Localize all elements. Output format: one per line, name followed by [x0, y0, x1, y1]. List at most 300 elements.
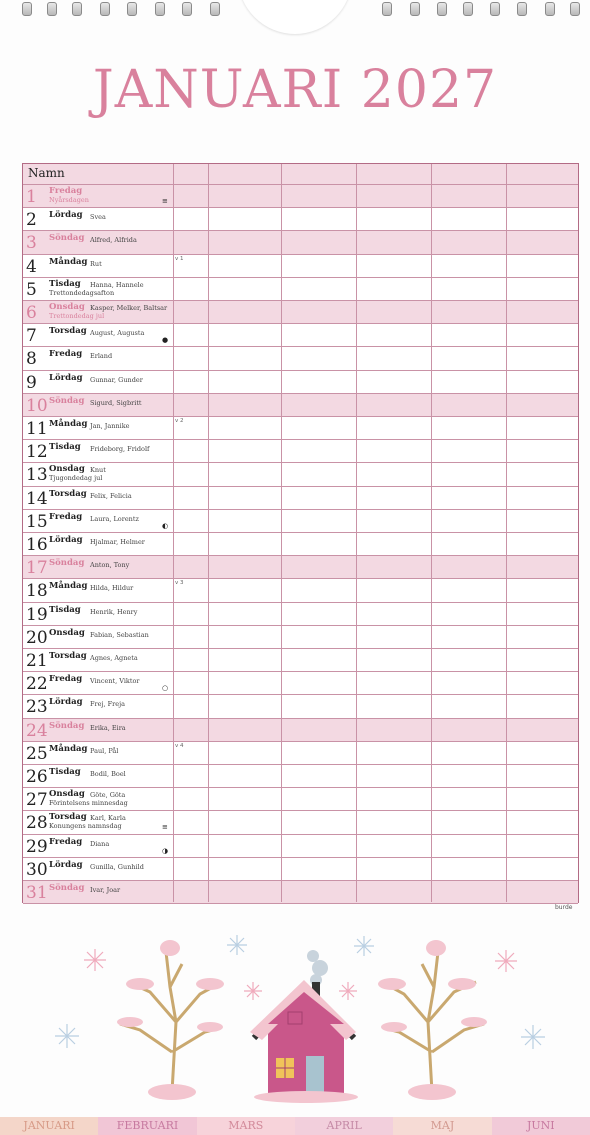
entry-cell[interactable]	[506, 347, 578, 369]
entry-cell[interactable]	[356, 417, 431, 439]
entry-cell[interactable]	[173, 556, 208, 578]
entry-cell[interactable]	[356, 881, 431, 903]
day-number: 1	[26, 187, 37, 207]
binding-ring	[410, 2, 420, 16]
entry-cell[interactable]	[173, 394, 208, 416]
binding-ring	[463, 2, 473, 16]
entry-cell[interactable]	[173, 440, 208, 462]
day-number: 25	[26, 743, 48, 764]
day-row	[23, 208, 578, 231]
entry-cell[interactable]	[208, 603, 281, 625]
entry-cell[interactable]	[281, 208, 356, 230]
entry-cell[interactable]	[281, 719, 356, 741]
weekday-name: Fredag	[49, 186, 83, 196]
name-day-names: Felix, Felicia	[90, 491, 132, 500]
name-day-names: Sigurd, Sigbritt	[90, 398, 142, 407]
entry-cell[interactable]	[356, 394, 431, 416]
day-row	[23, 858, 578, 881]
entry-cell[interactable]	[506, 556, 578, 578]
entry-cell[interactable]	[506, 835, 578, 857]
entry-cell[interactable]	[356, 649, 431, 671]
binding-ring	[490, 2, 500, 16]
entry-cell[interactable]	[173, 463, 208, 485]
name-day-names: Laura, Lorentz	[90, 514, 139, 523]
entry-cell[interactable]	[356, 371, 431, 393]
weekday-name: Tisdag	[49, 604, 81, 615]
entry-cell[interactable]	[281, 626, 356, 648]
weekday-name: Fredag	[49, 674, 83, 685]
day-number: 2	[26, 210, 37, 231]
entry-cell[interactable]	[208, 788, 281, 810]
entry-cell[interactable]	[173, 626, 208, 648]
entry-cell[interactable]	[281, 788, 356, 810]
entry-cell[interactable]	[173, 208, 208, 230]
entry-cell[interactable]	[506, 185, 578, 207]
entry-cell[interactable]	[208, 672, 281, 694]
name-day-names: Fabian, Sebastian	[90, 630, 149, 639]
entry-cell[interactable]	[281, 255, 356, 277]
entry-cell[interactable]	[208, 440, 281, 462]
entry-cell[interactable]	[173, 858, 208, 880]
entry-cell[interactable]	[431, 579, 506, 601]
entry-cell[interactable]	[356, 603, 431, 625]
binding-ring	[382, 2, 392, 16]
name-day-names: Frideborg, Fridolf	[90, 445, 150, 454]
entry-cell[interactable]	[431, 649, 506, 671]
entry-cell[interactable]	[281, 811, 356, 833]
day-row	[23, 626, 578, 649]
entry-cell[interactable]	[506, 301, 578, 323]
entry-cell[interactable]	[173, 533, 208, 555]
name-day-names: Knut	[90, 466, 106, 475]
entry-cell[interactable]	[506, 695, 578, 717]
entry-cell[interactable]	[281, 533, 356, 555]
snowflake-icon	[521, 1025, 545, 1049]
header-row	[23, 164, 578, 185]
name-day-names: Kasper, Melker, Baltsar	[90, 304, 168, 312]
entry-cell[interactable]	[173, 278, 208, 300]
day-row	[23, 371, 578, 394]
weekday-name: Lördag	[49, 372, 83, 383]
day-row	[23, 278, 578, 301]
day-number: 23	[26, 697, 48, 718]
day-row	[23, 811, 578, 834]
entry-cell[interactable]	[431, 603, 506, 625]
entry-cell[interactable]	[506, 672, 578, 694]
weekday-name: Torsdag	[49, 488, 87, 499]
entry-cell[interactable]	[356, 742, 431, 764]
binding-ring	[545, 2, 555, 16]
snowy-tree-right	[378, 940, 487, 1100]
weekday-name: Tisdag	[49, 767, 81, 777]
entry-cell[interactable]	[356, 811, 431, 833]
entry-cell[interactable]	[208, 719, 281, 741]
entry-cell[interactable]	[281, 487, 356, 509]
column-divider	[356, 164, 357, 902]
entry-cell[interactable]	[173, 719, 208, 741]
entry-cell[interactable]	[431, 811, 506, 833]
entry-cell[interactable]	[506, 510, 578, 532]
day-row	[23, 533, 578, 556]
entry-cell[interactable]	[208, 417, 281, 439]
binding-ring	[47, 2, 57, 16]
entry-cell[interactable]	[356, 208, 431, 230]
day-row	[23, 556, 578, 579]
entry-cell[interactable]	[506, 881, 578, 903]
entry-cell[interactable]	[431, 719, 506, 741]
entry-cell[interactable]	[506, 533, 578, 555]
entry-cell[interactable]	[281, 394, 356, 416]
entry-cell[interactable]	[506, 324, 578, 346]
entry-cell[interactable]	[431, 278, 506, 300]
entry-cell[interactable]	[356, 533, 431, 555]
entry-cell[interactable]	[281, 579, 356, 601]
snowflake-icon	[227, 935, 247, 955]
entry-cell[interactable]	[281, 278, 356, 300]
entry-cell[interactable]	[208, 858, 281, 880]
entry-cell[interactable]	[506, 811, 578, 833]
entry-cell[interactable]	[431, 324, 506, 346]
day-row	[23, 788, 578, 811]
entry-cell[interactable]	[281, 603, 356, 625]
day-number: 15	[26, 511, 48, 532]
entry-cell[interactable]	[431, 835, 506, 857]
entry-cell[interactable]	[506, 649, 578, 671]
entry-cell[interactable]	[356, 278, 431, 300]
entry-cell[interactable]	[281, 881, 356, 903]
name-day-names: Göte, Göta	[90, 791, 126, 800]
name-day-names: Erika, Eira	[90, 723, 126, 732]
month-tab-april[interactable]: APRIL	[295, 1117, 393, 1135]
entry-cell[interactable]	[431, 463, 506, 485]
entry-cell[interactable]	[208, 533, 281, 555]
entry-cell[interactable]	[506, 231, 578, 253]
binding-ring	[72, 2, 82, 16]
entry-cell[interactable]	[208, 695, 281, 717]
entry-cell[interactable]	[506, 208, 578, 230]
entry-cell[interactable]	[506, 603, 578, 625]
day-row	[23, 185, 578, 208]
entry-cell[interactable]	[281, 765, 356, 787]
entry-cell[interactable]	[281, 440, 356, 462]
entry-cell[interactable]	[431, 858, 506, 880]
entry-cell[interactable]	[173, 417, 208, 439]
entry-cell[interactable]	[431, 231, 506, 253]
month-tab-mars[interactable]: MARS	[197, 1117, 295, 1135]
day-row	[23, 510, 578, 533]
entry-cell[interactable]	[208, 835, 281, 857]
entry-cell[interactable]	[431, 417, 506, 439]
entry-cell[interactable]	[173, 811, 208, 833]
month-tab-juni[interactable]: JUNI	[492, 1117, 590, 1135]
weekday-name: Torsdag	[49, 812, 87, 823]
entry-cell[interactable]	[173, 672, 208, 694]
month-tabs	[0, 1117, 590, 1135]
entry-cell[interactable]	[208, 278, 281, 300]
entry-cell[interactable]	[506, 417, 578, 439]
entry-cell[interactable]	[431, 185, 506, 207]
entry-cell[interactable]	[431, 695, 506, 717]
entry-cell[interactable]	[506, 255, 578, 277]
entry-cell[interactable]	[173, 649, 208, 671]
entry-cell[interactable]	[281, 231, 356, 253]
entry-cell[interactable]	[281, 417, 356, 439]
entry-cell[interactable]	[281, 463, 356, 485]
day-row	[23, 649, 578, 672]
flag-day-icon: ≡	[162, 197, 168, 205]
entry-cell[interactable]	[173, 603, 208, 625]
binding-ring	[570, 2, 580, 16]
entry-cell[interactable]	[506, 742, 578, 764]
entry-cell[interactable]	[281, 324, 356, 346]
binding-ring	[437, 2, 447, 16]
holiday-note: Trettondedag jul	[49, 312, 105, 320]
entry-cell[interactable]	[173, 371, 208, 393]
entry-cell[interactable]	[431, 672, 506, 694]
entry-cell[interactable]	[208, 324, 281, 346]
entry-cell[interactable]	[208, 255, 281, 277]
entry-cell[interactable]	[173, 347, 208, 369]
entry-cell[interactable]	[356, 510, 431, 532]
entry-cell[interactable]	[281, 835, 356, 857]
brand-label: burde	[555, 904, 573, 911]
name-day-names: Gunnar, Gunder	[90, 375, 143, 384]
entry-cell[interactable]	[281, 347, 356, 369]
entry-cell[interactable]	[356, 858, 431, 880]
entry-cell[interactable]	[281, 301, 356, 323]
weekday-name: Lördag	[49, 859, 83, 870]
day-number: 7	[26, 326, 37, 347]
name-day-names: August, Augusta	[90, 329, 145, 338]
day-number: 13	[26, 465, 48, 486]
entry-cell[interactable]	[281, 371, 356, 393]
column-divider	[281, 164, 282, 902]
day-number: 11	[26, 419, 48, 439]
entry-cell[interactable]	[506, 858, 578, 880]
entry-cell[interactable]	[431, 440, 506, 462]
family-planner-grid	[22, 163, 579, 903]
entry-cell[interactable]	[356, 301, 431, 323]
entry-cell[interactable]	[356, 347, 431, 369]
entry-cell[interactable]	[356, 556, 431, 578]
name-day-names: Diana	[90, 839, 110, 848]
weekday-name: Lördag	[49, 210, 83, 221]
entry-cell[interactable]	[431, 626, 506, 648]
binding-ring	[22, 2, 32, 16]
entry-cell[interactable]	[356, 487, 431, 509]
entry-cell[interactable]	[173, 579, 208, 601]
name-day-names: Paul, Pål	[90, 746, 119, 755]
hanger-cutout	[238, 0, 352, 34]
entry-cell[interactable]	[173, 324, 208, 346]
entry-cell[interactable]	[208, 487, 281, 509]
entry-cell[interactable]	[506, 278, 578, 300]
entry-cell[interactable]	[208, 579, 281, 601]
entry-cell[interactable]	[356, 765, 431, 787]
entry-cell[interactable]	[431, 533, 506, 555]
entry-cell[interactable]	[208, 394, 281, 416]
entry-cell[interactable]	[356, 324, 431, 346]
entry-cell[interactable]	[208, 881, 281, 903]
entry-cell[interactable]	[208, 765, 281, 787]
snowflake-icon	[495, 950, 517, 972]
entry-cell[interactable]	[356, 695, 431, 717]
entry-cell[interactable]	[208, 742, 281, 764]
column-divider	[506, 164, 507, 902]
entry-cell[interactable]	[281, 649, 356, 671]
day-number: 30	[26, 859, 48, 880]
entry-cell[interactable]	[356, 719, 431, 741]
entry-cell[interactable]	[356, 672, 431, 694]
month-tab-januari[interactable]: JANUARI	[0, 1117, 98, 1135]
binding-ring	[155, 2, 165, 16]
entry-cell[interactable]	[173, 835, 208, 857]
weekday-name: Fredag	[49, 511, 83, 522]
entry-cell[interactable]	[431, 487, 506, 509]
weekday-name: Tisdag	[49, 278, 81, 289]
entry-cell[interactable]	[173, 695, 208, 717]
entry-cell[interactable]	[208, 463, 281, 485]
weekday-name: Söndag	[49, 395, 85, 406]
binding-ring	[517, 2, 527, 16]
entry-cell[interactable]	[281, 510, 356, 532]
entry-cell[interactable]	[356, 788, 431, 810]
entry-cell[interactable]	[208, 649, 281, 671]
entry-cell[interactable]	[506, 463, 578, 485]
weekday-name: Måndag	[49, 256, 88, 267]
snowflake-icon	[354, 936, 374, 956]
entry-cell[interactable]	[506, 487, 578, 509]
house-illustration	[250, 980, 358, 1103]
day-number: 21	[26, 651, 48, 671]
entry-cell[interactable]	[356, 185, 431, 207]
weekday-name: Söndag	[49, 883, 85, 893]
entry-cell[interactable]	[208, 185, 281, 207]
entry-cell[interactable]	[281, 185, 356, 207]
entry-cell[interactable]	[431, 788, 506, 810]
entry-cell[interactable]	[173, 487, 208, 509]
week-number: v 4	[175, 742, 184, 749]
entry-cell[interactable]	[208, 811, 281, 833]
entry-cell[interactable]	[356, 463, 431, 485]
entry-cell[interactable]	[356, 579, 431, 601]
entry-cell[interactable]	[208, 510, 281, 532]
entry-cell[interactable]	[208, 371, 281, 393]
month-tab-februari[interactable]: FEBRUARI	[98, 1117, 196, 1135]
entry-cell[interactable]	[173, 788, 208, 810]
entry-cell[interactable]	[431, 301, 506, 323]
day-number: 28	[26, 813, 48, 834]
entry-cell[interactable]	[431, 510, 506, 532]
entry-cell[interactable]	[281, 742, 356, 764]
entry-cell[interactable]	[208, 556, 281, 578]
day-number: 14	[26, 488, 48, 509]
entry-cell[interactable]	[506, 719, 578, 741]
entry-cell[interactable]	[431, 394, 506, 416]
entry-cell[interactable]	[208, 626, 281, 648]
name-day-names: Karl, Karla	[90, 814, 126, 823]
entry-cell[interactable]	[431, 347, 506, 369]
entry-cell[interactable]	[208, 231, 281, 253]
entry-cell[interactable]	[506, 765, 578, 787]
column-divider	[173, 164, 174, 902]
entry-cell[interactable]	[506, 579, 578, 601]
day-number: 26	[26, 767, 48, 787]
entry-cell[interactable]	[173, 255, 208, 277]
entry-cell[interactable]	[431, 742, 506, 764]
entry-cell[interactable]	[173, 742, 208, 764]
day-number: 6	[26, 303, 37, 323]
day-number: 4	[26, 256, 37, 277]
month-tab-maj[interactable]: MAJ	[393, 1117, 491, 1135]
entry-cell[interactable]	[173, 301, 208, 323]
entry-cell[interactable]	[356, 440, 431, 462]
entry-cell[interactable]	[506, 394, 578, 416]
day-number: 22	[26, 674, 48, 695]
weekday-name: Måndag	[49, 419, 88, 429]
entry-cell[interactable]	[173, 510, 208, 532]
entry-cell[interactable]	[506, 371, 578, 393]
name-day-names: Hilda, Hildur	[90, 584, 134, 593]
entry-cell[interactable]	[356, 835, 431, 857]
day-number: 16	[26, 535, 48, 555]
day-number: 17	[26, 558, 48, 579]
weekday-name: Söndag	[49, 720, 85, 731]
entry-cell[interactable]	[173, 765, 208, 787]
entry-cell[interactable]	[356, 626, 431, 648]
entry-cell[interactable]	[173, 881, 208, 903]
entry-cell[interactable]	[208, 347, 281, 369]
name-day-names: Erland	[90, 352, 113, 361]
weekday-name: Torsdag	[49, 326, 87, 337]
entry-cell[interactable]	[281, 556, 356, 578]
day-row	[23, 487, 578, 510]
day-row	[23, 672, 578, 695]
name-day-names: Vincent, Viktor	[90, 677, 140, 686]
entry-cell[interactable]	[281, 858, 356, 880]
name-day-names: Henrik, Henry	[90, 607, 138, 616]
day-row	[23, 765, 578, 788]
entry-cell[interactable]	[208, 301, 281, 323]
entry-cell[interactable]	[431, 556, 506, 578]
day-row	[23, 881, 578, 904]
entry-cell[interactable]	[431, 881, 506, 903]
moon-wax-icon: ◑	[162, 846, 169, 855]
binding-ring	[127, 2, 137, 16]
name-day-names: Bodil, Boel	[90, 770, 126, 778]
entry-cell[interactable]	[506, 788, 578, 810]
name-day-names: Gunilla, Gunhild	[90, 862, 144, 871]
entry-cell[interactable]	[506, 626, 578, 648]
flag-day-icon: ≡	[162, 823, 168, 832]
weekday-name: Lördag	[49, 535, 83, 545]
weekday-name: Tisdag	[49, 442, 81, 453]
weekday-name: Onsdag	[49, 464, 85, 475]
entry-cell[interactable]	[281, 672, 356, 694]
entry-cell[interactable]	[173, 231, 208, 253]
day-row	[23, 347, 578, 370]
entry-cell[interactable]	[281, 695, 356, 717]
entry-cell[interactable]	[431, 255, 506, 277]
entry-cell[interactable]	[356, 255, 431, 277]
entry-cell[interactable]	[431, 765, 506, 787]
entry-cell[interactable]	[208, 208, 281, 230]
entry-cell[interactable]	[431, 208, 506, 230]
entry-cell[interactable]	[506, 440, 578, 462]
entry-cell[interactable]	[173, 185, 208, 207]
entry-cell[interactable]	[356, 231, 431, 253]
entry-cell[interactable]	[431, 371, 506, 393]
